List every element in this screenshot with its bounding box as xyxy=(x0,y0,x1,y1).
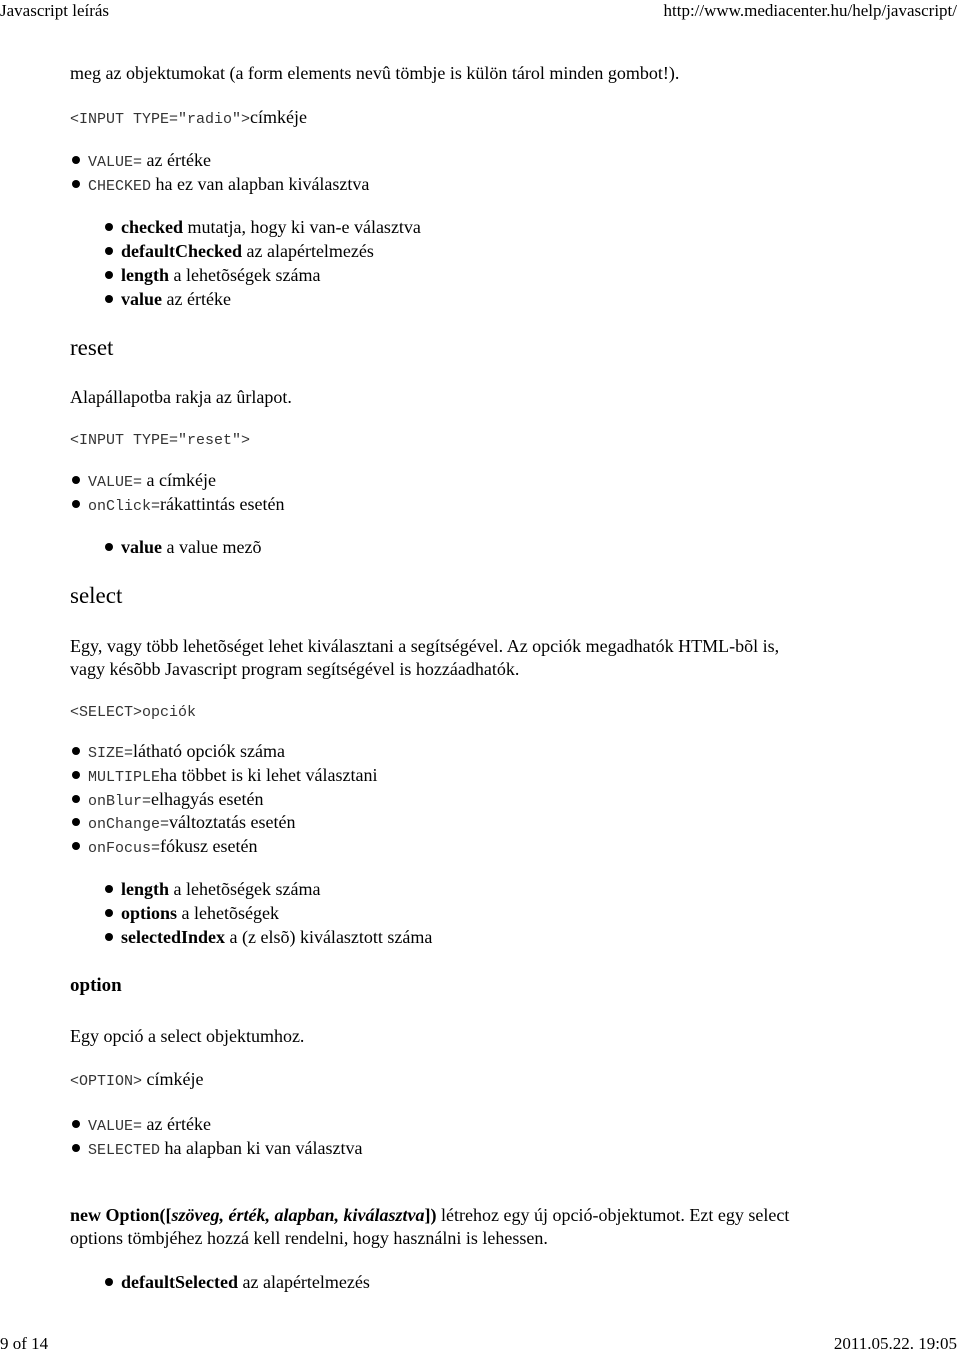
attr-text: az értéke xyxy=(142,150,211,170)
prop-name: options xyxy=(121,903,178,923)
prop-name: value xyxy=(121,289,163,309)
attr-code: SELECTED xyxy=(88,1142,161,1159)
bullet-icon xyxy=(105,247,113,255)
option-constructor xyxy=(70,1204,789,1226)
prop-name: defaultChecked xyxy=(121,241,242,261)
prop-text: a (z elsõ) kiválasztott száma xyxy=(224,927,433,947)
select-attr-multiple xyxy=(88,764,377,789)
option-tag xyxy=(70,1068,204,1093)
bullet-icon xyxy=(72,818,80,826)
attr-code: SIZE= xyxy=(88,745,134,762)
bullet-icon xyxy=(105,295,113,303)
attr-text: ha ez van alapban kiválasztva xyxy=(151,174,370,194)
reset-heading: reset xyxy=(70,335,114,360)
prop-text: az alapértelmezés xyxy=(237,1272,370,1292)
select-desc-line2: vagy késõbb Javascript program segítségével is hozzáadhatók. xyxy=(70,659,520,679)
option-tag-text: címkéje xyxy=(142,1069,204,1089)
attr-code: onClick= xyxy=(88,498,161,515)
select-attr-onblur xyxy=(88,788,263,813)
constructor-args: szöveg, érték, alapban, kiválasztva xyxy=(171,1205,425,1225)
bullet-icon xyxy=(105,223,113,231)
select-attr-onfocus xyxy=(88,835,257,860)
prop-name: value xyxy=(121,537,163,557)
prop-text: mutatja, hogy ki van-e választva xyxy=(183,217,421,237)
prop-text: a lehetõségek száma xyxy=(169,265,321,285)
attr-text: változtatás esetén xyxy=(169,812,296,832)
select-prop-options xyxy=(121,902,279,924)
constructor-close: ]) xyxy=(424,1205,437,1225)
radio-attr-value xyxy=(88,149,211,174)
attr-code: onChange= xyxy=(88,816,170,833)
attr-text: az értéke xyxy=(142,1114,211,1134)
select-tag xyxy=(70,699,196,724)
prop-name: length xyxy=(121,879,170,899)
attr-code: VALUE= xyxy=(88,474,143,491)
bullet-icon xyxy=(72,842,80,850)
attr-text: elhagyás esetén xyxy=(151,789,264,809)
option-attr-selected xyxy=(88,1137,362,1162)
attr-code: MULTIPLE xyxy=(88,769,161,786)
bullet-icon xyxy=(72,795,80,803)
attr-code: onBlur= xyxy=(88,793,152,810)
radio-prop-value xyxy=(121,288,231,310)
attr-text: fókusz esetén xyxy=(160,836,258,856)
prop-text: a lehetõségek száma xyxy=(169,879,321,899)
bullet-icon xyxy=(72,771,80,779)
option-attr-value xyxy=(88,1113,211,1138)
radio-attr-checked xyxy=(88,173,369,198)
attr-code: VALUE= xyxy=(88,1118,143,1135)
prop-text: az értéke xyxy=(162,289,231,309)
prop-name: defaultSelected xyxy=(121,1272,238,1292)
bullet-icon xyxy=(72,180,80,188)
select-prop-selectedindex xyxy=(121,926,432,948)
page-counter: 9 of 14 xyxy=(0,1334,49,1353)
constructor-name: new Option([ xyxy=(70,1205,172,1225)
radio-prop-defaultchecked xyxy=(121,240,374,262)
reset-attr-value xyxy=(88,469,216,494)
select-desc-line1: Egy, vagy több lehetõséget lehet kiválasztani a segítségével. Az opciók megadhatók HTML-bõl is, xyxy=(70,636,780,656)
bullet-icon xyxy=(72,1120,80,1128)
select-attr-onchange xyxy=(88,811,295,836)
radio-tag xyxy=(70,106,307,131)
prop-name: selectedIndex xyxy=(121,927,225,947)
attr-code: CHECKED xyxy=(88,178,152,195)
select-tag-code: <SELECT>opciók xyxy=(70,704,197,721)
page-header-url: http://www.mediacenter.hu/help/javascript/ xyxy=(663,1,957,20)
bullet-icon xyxy=(105,933,113,941)
prop-name: length xyxy=(121,265,170,285)
bullet-icon xyxy=(105,885,113,893)
attr-code: onFocus= xyxy=(88,840,161,857)
bullet-icon xyxy=(72,1144,80,1152)
reset-tag xyxy=(70,427,250,452)
bullet-icon xyxy=(72,476,80,484)
bullet-icon xyxy=(105,271,113,279)
radio-prop-length xyxy=(121,264,320,286)
attr-text: látható opciók száma xyxy=(133,741,285,761)
bullet-icon xyxy=(105,1278,113,1286)
bullet-icon xyxy=(72,500,80,508)
prop-text: az alapértelmezés xyxy=(242,241,374,261)
page-header-title: Javascript leírás xyxy=(0,1,110,20)
attr-text: ha többet is ki lehet választani xyxy=(160,765,378,785)
reset-tag-code: <INPUT TYPE="reset"> xyxy=(70,432,251,449)
radio-tag-code: <INPUT TYPE="radio"> xyxy=(70,111,251,128)
reset-prop-value xyxy=(121,536,261,558)
reset-desc: Alapállapotba rakja az ûrlapot. xyxy=(70,387,292,407)
option-prop-defaultselected xyxy=(121,1271,370,1293)
attr-text: rákattintás esetén xyxy=(160,494,285,514)
bullet-icon xyxy=(72,747,80,755)
reset-attr-onclick xyxy=(88,493,284,518)
print-timestamp: 2011.05.22. 19:05 xyxy=(833,1334,957,1353)
bullet-icon xyxy=(105,909,113,917)
attr-text: a címkéje xyxy=(142,470,216,490)
bullet-icon xyxy=(105,543,113,551)
select-attr-size xyxy=(88,740,285,765)
option-desc: Egy opció a select objektumhoz. xyxy=(70,1026,305,1046)
bullet-icon xyxy=(72,156,80,164)
attr-text: ha alapban ki van választva xyxy=(160,1138,363,1158)
select-prop-length xyxy=(121,878,320,900)
radio-tag-text: címkéje xyxy=(250,107,308,127)
radio-prop-checked xyxy=(121,216,421,238)
attr-code: VALUE= xyxy=(88,154,143,171)
prop-name: checked xyxy=(121,217,183,237)
constructor-text: létrehoz egy új opció-objektumot. Ezt egy select xyxy=(436,1205,790,1225)
option-constructor-line2: options tömbjéhez hozzá kell rendelni, hogy használni is lehessen. xyxy=(70,1228,548,1248)
option-tag-code: <OPTION> xyxy=(70,1073,143,1090)
select-heading: select xyxy=(70,583,123,608)
radio-intro: meg az objektumokat (a form elements nevû tömbje is külön tárol minden gombot!). xyxy=(70,63,680,83)
prop-text: a lehetõségek xyxy=(177,903,279,923)
prop-text: a value mezõ xyxy=(162,537,262,557)
option-heading: option xyxy=(70,975,122,996)
